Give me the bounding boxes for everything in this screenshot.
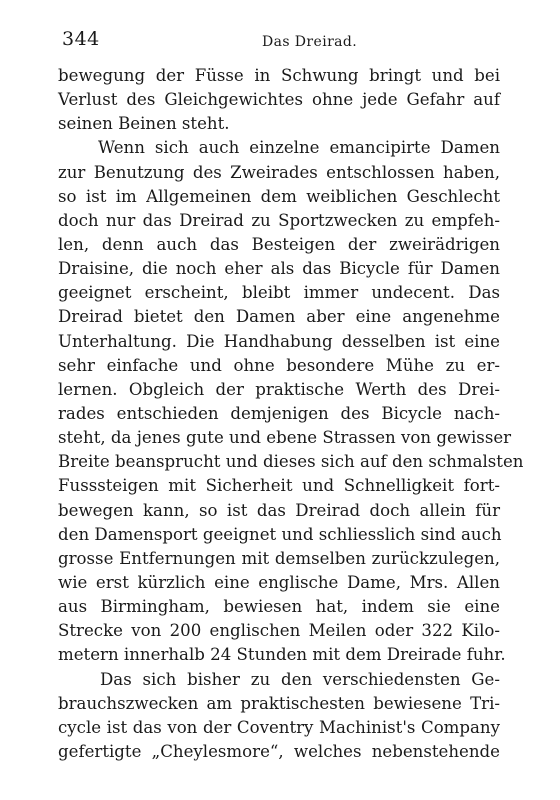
- text-line: doch nur das Dreirad zu Sportzwecken zu empfeh-: [58, 210, 500, 230]
- text-line: Fusssteigen mit Sicherheit und Schnelligkeit fort-: [58, 476, 500, 496]
- text-line: Dreirad bietet den Damen aber eine angenehme: [58, 307, 500, 327]
- text-line: Breite beansprucht und dieses sich auf den schmalsten: [58, 452, 524, 472]
- paragraph-start-line: Das sich bisher zu den verschiedensten Ge-: [100, 669, 500, 689]
- text-line: seinen Beinen steht.: [58, 114, 230, 134]
- text-line: cycle ist das von der Coventry Machinist's Company: [58, 717, 500, 737]
- text-line: lernen. Obgleich der praktische Werth des Drei-: [58, 379, 500, 399]
- text-line: geeignet erscheint, bleibt immer undecent. Das: [58, 283, 500, 303]
- text-line: brauchszwecken am praktischesten bewiesene Tri-: [58, 693, 500, 713]
- text-line: Verlust des Gleichgewichtes ohne jede Gefahr auf: [58, 90, 500, 110]
- text-line: bewegen kann, so ist das Dreirad doch allein für: [58, 500, 500, 520]
- body-text: [58, 64, 524, 764]
- text-line: wie erst kürzlich eine englische Dame, Mrs. Allen: [58, 572, 500, 592]
- text-line: Unterhaltung. Die Handhabung desselben ist eine: [58, 331, 500, 351]
- text-line: aus Birmingham, bewiesen hat, indem sie eine: [58, 597, 500, 617]
- running-head: Das Dreirad.: [262, 34, 358, 50]
- text-line: sehr einfache und ohne besondere Mühe zu er-: [58, 355, 500, 375]
- page-number: 344: [62, 28, 100, 50]
- text-line: len, denn auch das Besteigen der zweirädrigen: [58, 234, 500, 254]
- text-line: so ist im Allgemeinen dem weiblichen Geschlecht: [58, 186, 500, 206]
- paragraph-start-line: Wenn sich auch einzelne emancipirte Damen: [98, 138, 500, 158]
- text-line: steht, da jenes gute und ebene Strassen von gewisser: [58, 428, 512, 448]
- text-line: Draisine, die noch eher als das Bicycle für Damen: [58, 259, 500, 279]
- text-line: rades entschieden demjenigen des Bicycle nach-: [58, 403, 500, 423]
- text-line: bewegung der Füsse in Schwung bringt und bei: [58, 66, 500, 85]
- text-line: metern innerhalb 24 Stunden mit dem Dreirade fuhr.: [58, 645, 506, 665]
- text-line: den Damensport geeignet und schliesslich sind auch: [58, 524, 502, 544]
- text-line: Strecke von 200 englischen Meilen oder 322 Kilo-: [58, 621, 500, 641]
- text-line: gefertigte „Cheylesmore“, welches nebenstehende: [58, 741, 500, 761]
- text-line: grosse Entfernungen mit demselben zurückzulegen,: [58, 548, 500, 568]
- text-line: zur Benutzung des Zweirades entschlossen haben,: [58, 162, 500, 182]
